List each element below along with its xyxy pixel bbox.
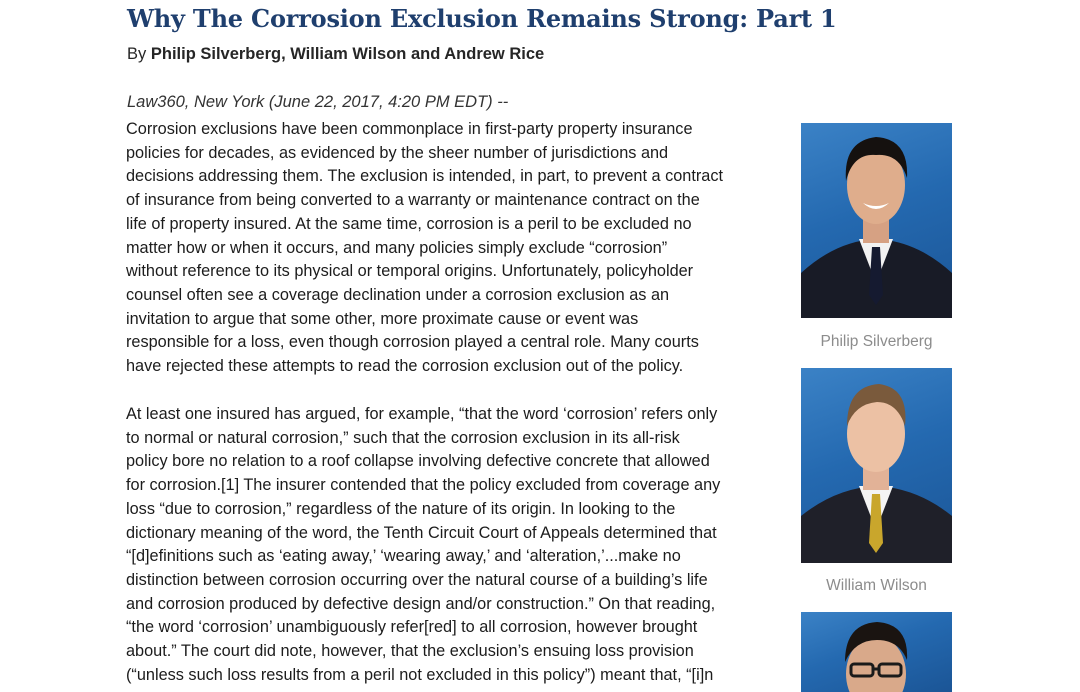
- article-paragraph-1: [126, 118, 791, 379]
- author-photo-silverberg: [801, 123, 952, 318]
- paragraph-line: distinction between corrosion occurring over the natural course of a building’s life: [126, 570, 708, 589]
- paragraph-line: (“unless such loss results from a peril not excluded in this policy”) meant that, “[i]n: [126, 665, 714, 684]
- portrait-illustration: [801, 612, 952, 692]
- article-paragraph-2: [126, 403, 791, 687]
- paragraph-line: and corrosion produced by defective design and/or construction.” On that reading,: [126, 594, 716, 613]
- paragraph-line: of insurance from being converted to a warranty or maintenance contract on the: [126, 191, 700, 210]
- byline-authors: Philip Silverberg, William Wilson and Andrew Rice: [150, 45, 545, 63]
- paragraph-line: without reference to its physical or temporal origins. Unfortunately, policyholder: [126, 262, 694, 281]
- paragraph-line: matter how or when it occurs, and many policies simply exclude “corrosion”: [126, 238, 668, 257]
- paragraph-line: “[d]efinitions such as ‘eating away,’ ‘wearing away,’ and ‘alteration,’...make no: [126, 547, 681, 566]
- byline-prefix: By: [127, 45, 147, 63]
- portrait-illustration: [801, 123, 952, 318]
- author-photo-wilson: [801, 368, 952, 563]
- byline: [127, 45, 544, 64]
- paragraph-line: Corrosion exclusions have been commonplace in first-party property insurance: [126, 120, 693, 138]
- paragraph-line: to normal or natural corrosion,” such that the corrosion exclusion in its all-risk: [126, 428, 680, 447]
- paragraph-line: “the word ‘corrosion’ unambiguously refer[red] to all corrosion, however brought: [126, 618, 698, 637]
- dateline: Law360, New York (June 22, 2017, 4:20 PM EDT) --: [127, 93, 509, 111]
- paragraph-line: decisions addressing them. The exclusion is intended, in part, to prevent a contract: [126, 167, 724, 186]
- paragraph-line: invitation to argue that some other, more proximate cause or event was: [126, 309, 639, 328]
- paragraph-line: responsible for a loss, even though corrosion played a central role. Many courts: [126, 333, 699, 352]
- author-caption: William Wilson: [826, 577, 927, 594]
- author-caption: Philip Silverberg: [820, 333, 933, 350]
- paragraph-line: about.” The court did note, however, that the exclusion’s ensuing loss provision: [126, 642, 694, 661]
- paragraph-line: life of property insured. At the same time, corrosion is a peril to be excluded no: [126, 214, 692, 233]
- paragraph-line: counsel often see a coverage declination under a corrosion exclusion as an: [126, 285, 670, 304]
- paragraph-line: policy bore no relation to a roof collapse involving defective concrete that allowed: [126, 452, 710, 471]
- paragraph-line: dictionary meaning of the word, the Tenth Circuit Court of Appeals determined that: [126, 523, 717, 542]
- paragraph-line: loss “due to corrosion,” regardless of the nature of its origin. In looking to the: [126, 499, 676, 518]
- article-title: Why The Corrosion Exclusion Remains Strong: Part 1: [127, 4, 837, 33]
- paragraph-line: for corrosion.[1] The insurer contended that the policy excluded from coverage any: [126, 476, 721, 495]
- paragraph-line: At least one insured has argued, for example, “that the word ‘corrosion’ refers only: [126, 405, 718, 423]
- paragraph-line: have rejected these attempts to read the corrosion exclusion out of the policy.: [126, 357, 684, 376]
- paragraph-line: policies for decades, as evidenced by the sheer number of jurisdictions and: [126, 143, 669, 162]
- portrait-illustration: [801, 368, 952, 563]
- author-photo-rice: [801, 612, 952, 692]
